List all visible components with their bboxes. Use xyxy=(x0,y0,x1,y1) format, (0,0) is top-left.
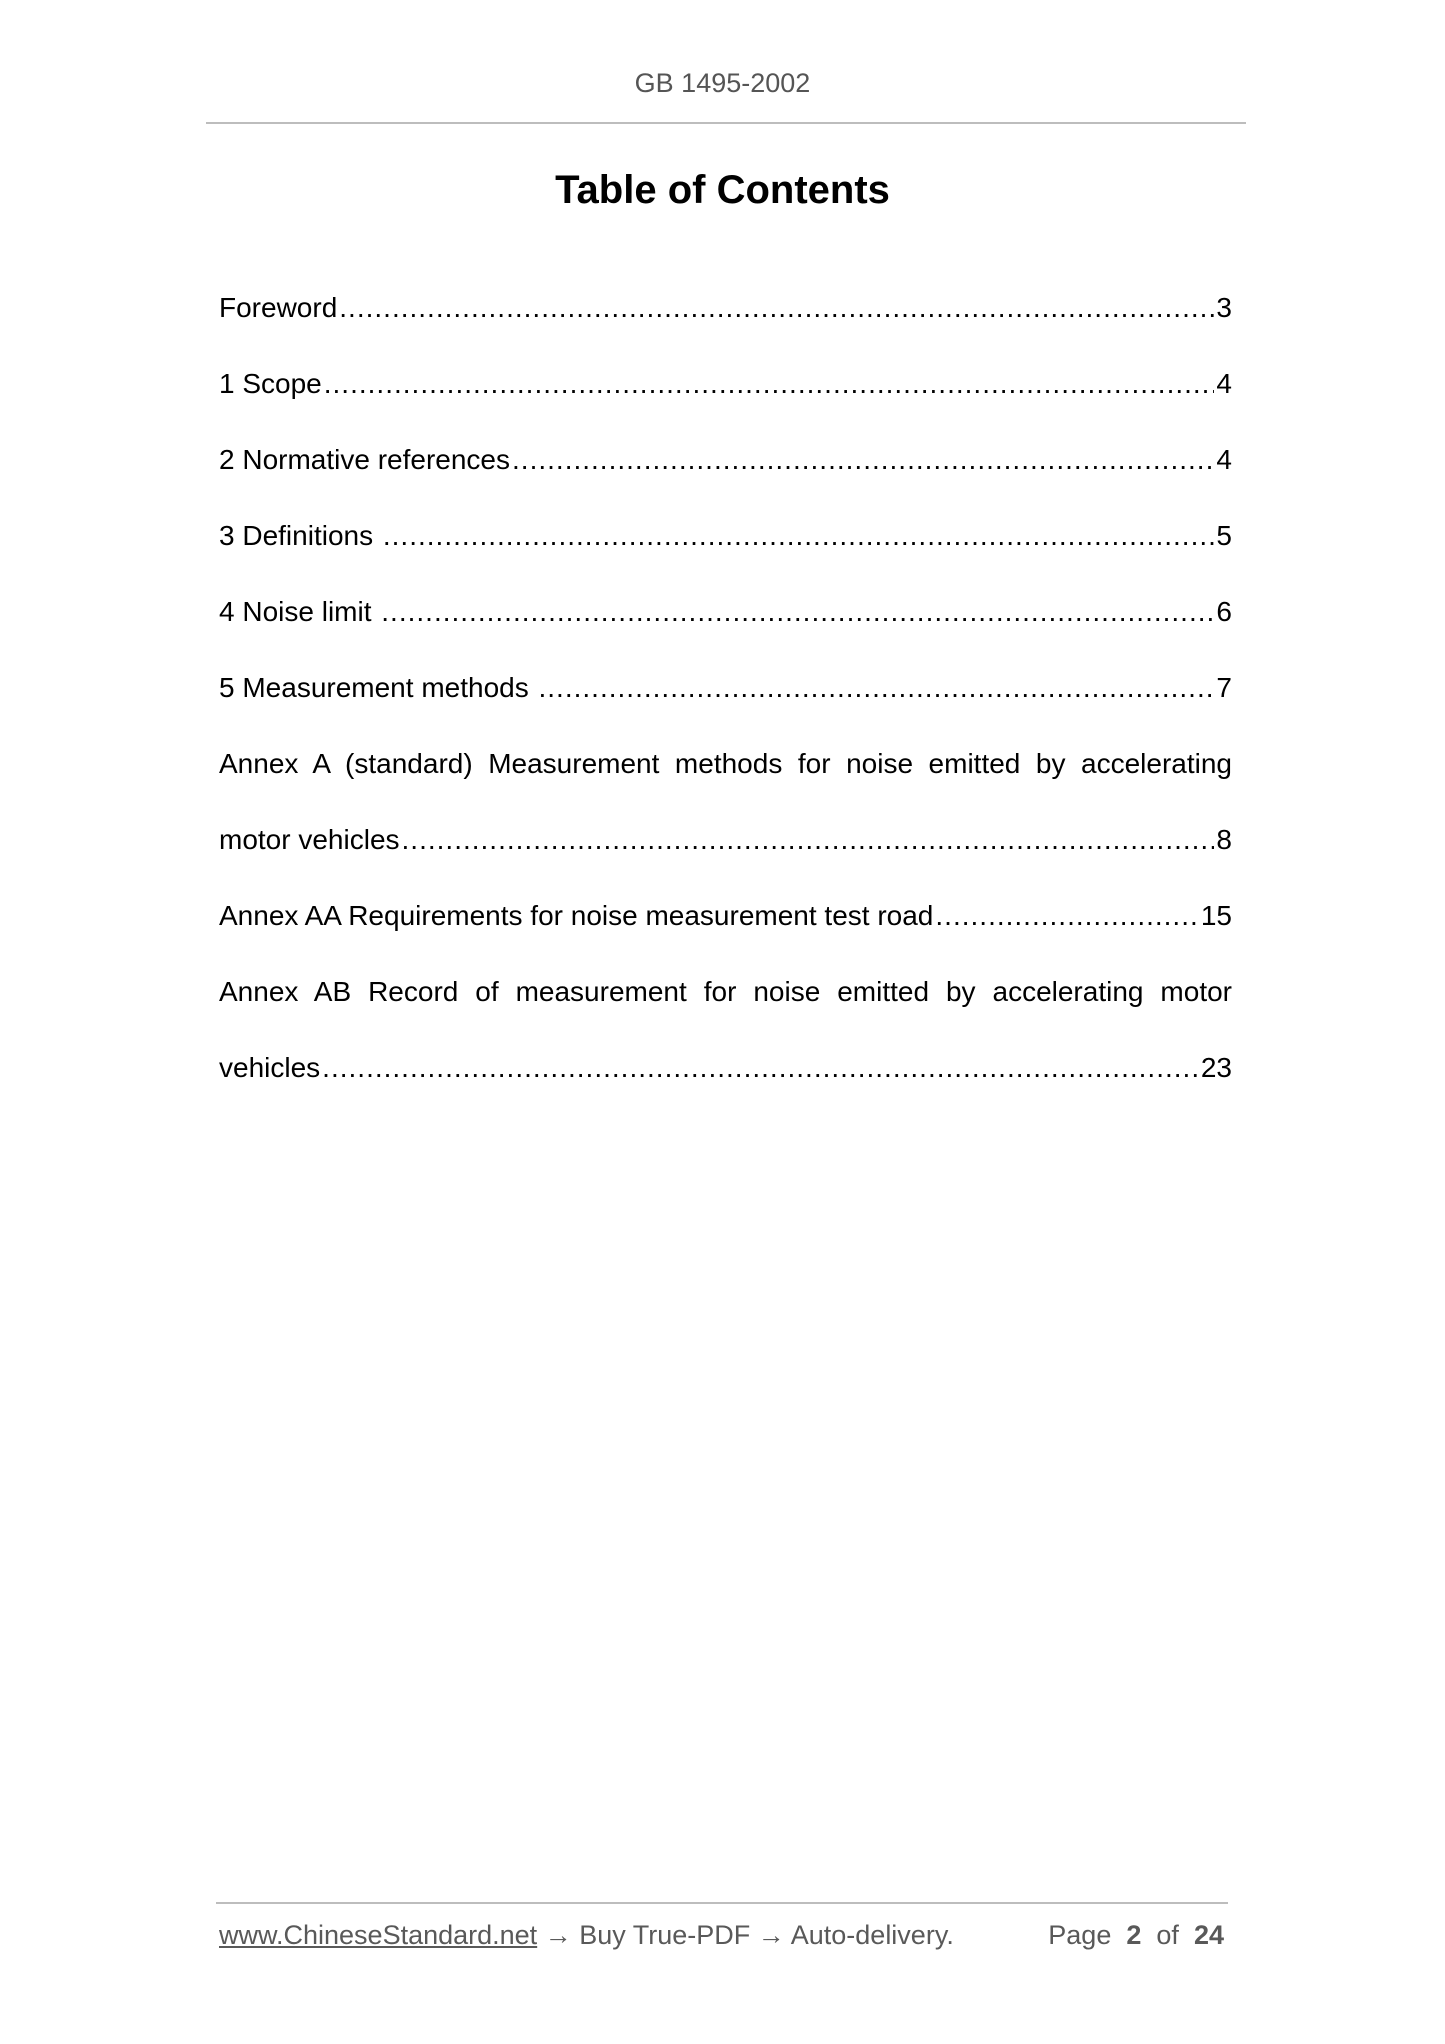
toc-entry-annex-a[interactable] xyxy=(219,741,1232,893)
toc-entry-definitions[interactable] xyxy=(219,513,1232,589)
toc-entry-page: 7 xyxy=(1216,672,1232,703)
toc-entry-label: 1 Scope xyxy=(219,361,324,407)
table-of-contents xyxy=(219,285,1232,1121)
toc-entry-label-line1: Annex AB Record of measurement for noise emitted by accelerating motor xyxy=(219,976,1232,1007)
toc-leader-dots xyxy=(402,817,1215,863)
toc-leader-dots xyxy=(539,665,1215,711)
toc-entry-line2 xyxy=(219,1045,1232,1121)
of-word: of xyxy=(1156,1920,1179,1950)
toc-leader-dots xyxy=(383,513,1215,559)
toc-leader-dots xyxy=(339,285,1214,331)
toc-entry-label: Foreword xyxy=(219,285,339,331)
toc-entry-page: 15 xyxy=(1200,900,1232,931)
page-word: Page xyxy=(1048,1920,1112,1950)
toc-leader-dots xyxy=(322,1045,1199,1091)
toc-entry-label-line2: vehicles xyxy=(219,1045,322,1091)
toc-entry-label-line2: motor vehicles xyxy=(219,817,402,863)
toc-entry-line2 xyxy=(219,817,1232,893)
toc-entry-label: 4 Noise limit xyxy=(219,589,381,635)
toc-leader-dots xyxy=(381,589,1214,635)
toc-entry-page: 6 xyxy=(1216,596,1232,627)
toc-entry-noise-limit[interactable] xyxy=(219,589,1232,665)
page-total: 24 xyxy=(1193,1920,1224,1950)
document-code-header: GB 1495-2002 xyxy=(634,68,811,98)
toc-entry-label: 5 Measurement methods xyxy=(219,665,539,711)
page-current: 2 xyxy=(1126,1920,1142,1950)
toc-entry-label: 2 Normative references xyxy=(219,437,512,483)
promo-text: → Buy True-PDF → Auto-delivery. xyxy=(537,1920,954,1950)
toc-entry-normative-references[interactable] xyxy=(219,437,1232,513)
toc-entry-page: 4 xyxy=(1216,444,1232,475)
footer-promo xyxy=(219,1920,954,1951)
footer-divider xyxy=(216,1902,1228,1904)
toc-entry-label: Annex AA Requirements for noise measurement test road xyxy=(219,893,935,939)
site-link[interactable]: www.ChineseStandard.net xyxy=(219,1920,538,1950)
toc-entry-annex-aa[interactable] xyxy=(219,893,1232,969)
page-counter xyxy=(1048,1920,1224,1951)
toc-entry-page: 8 xyxy=(1216,824,1232,855)
toc-entry-annex-ab[interactable] xyxy=(219,969,1232,1121)
page-footer xyxy=(219,1920,1224,1951)
toc-entry-page: 3 xyxy=(1216,292,1232,323)
toc-entry-measurement-methods[interactable] xyxy=(219,665,1232,741)
toc-leader-dots xyxy=(324,361,1215,407)
toc-entry-page: 5 xyxy=(1216,520,1232,551)
header-divider xyxy=(206,122,1246,124)
toc-entry-label: 3 Definitions xyxy=(219,513,383,559)
toc-entry-page: 23 xyxy=(1200,1052,1232,1083)
toc-entry-scope[interactable] xyxy=(219,361,1232,437)
toc-leader-dots xyxy=(512,437,1214,483)
toc-leader-dots xyxy=(935,893,1198,939)
toc-entry-page: 4 xyxy=(1216,368,1232,399)
toc-entry-foreword[interactable] xyxy=(219,285,1232,361)
page-title: Table of Contents xyxy=(555,168,890,212)
toc-entry-label-line1: Annex A (standard) Measurement methods for noise emitted by accelerating xyxy=(219,748,1232,779)
